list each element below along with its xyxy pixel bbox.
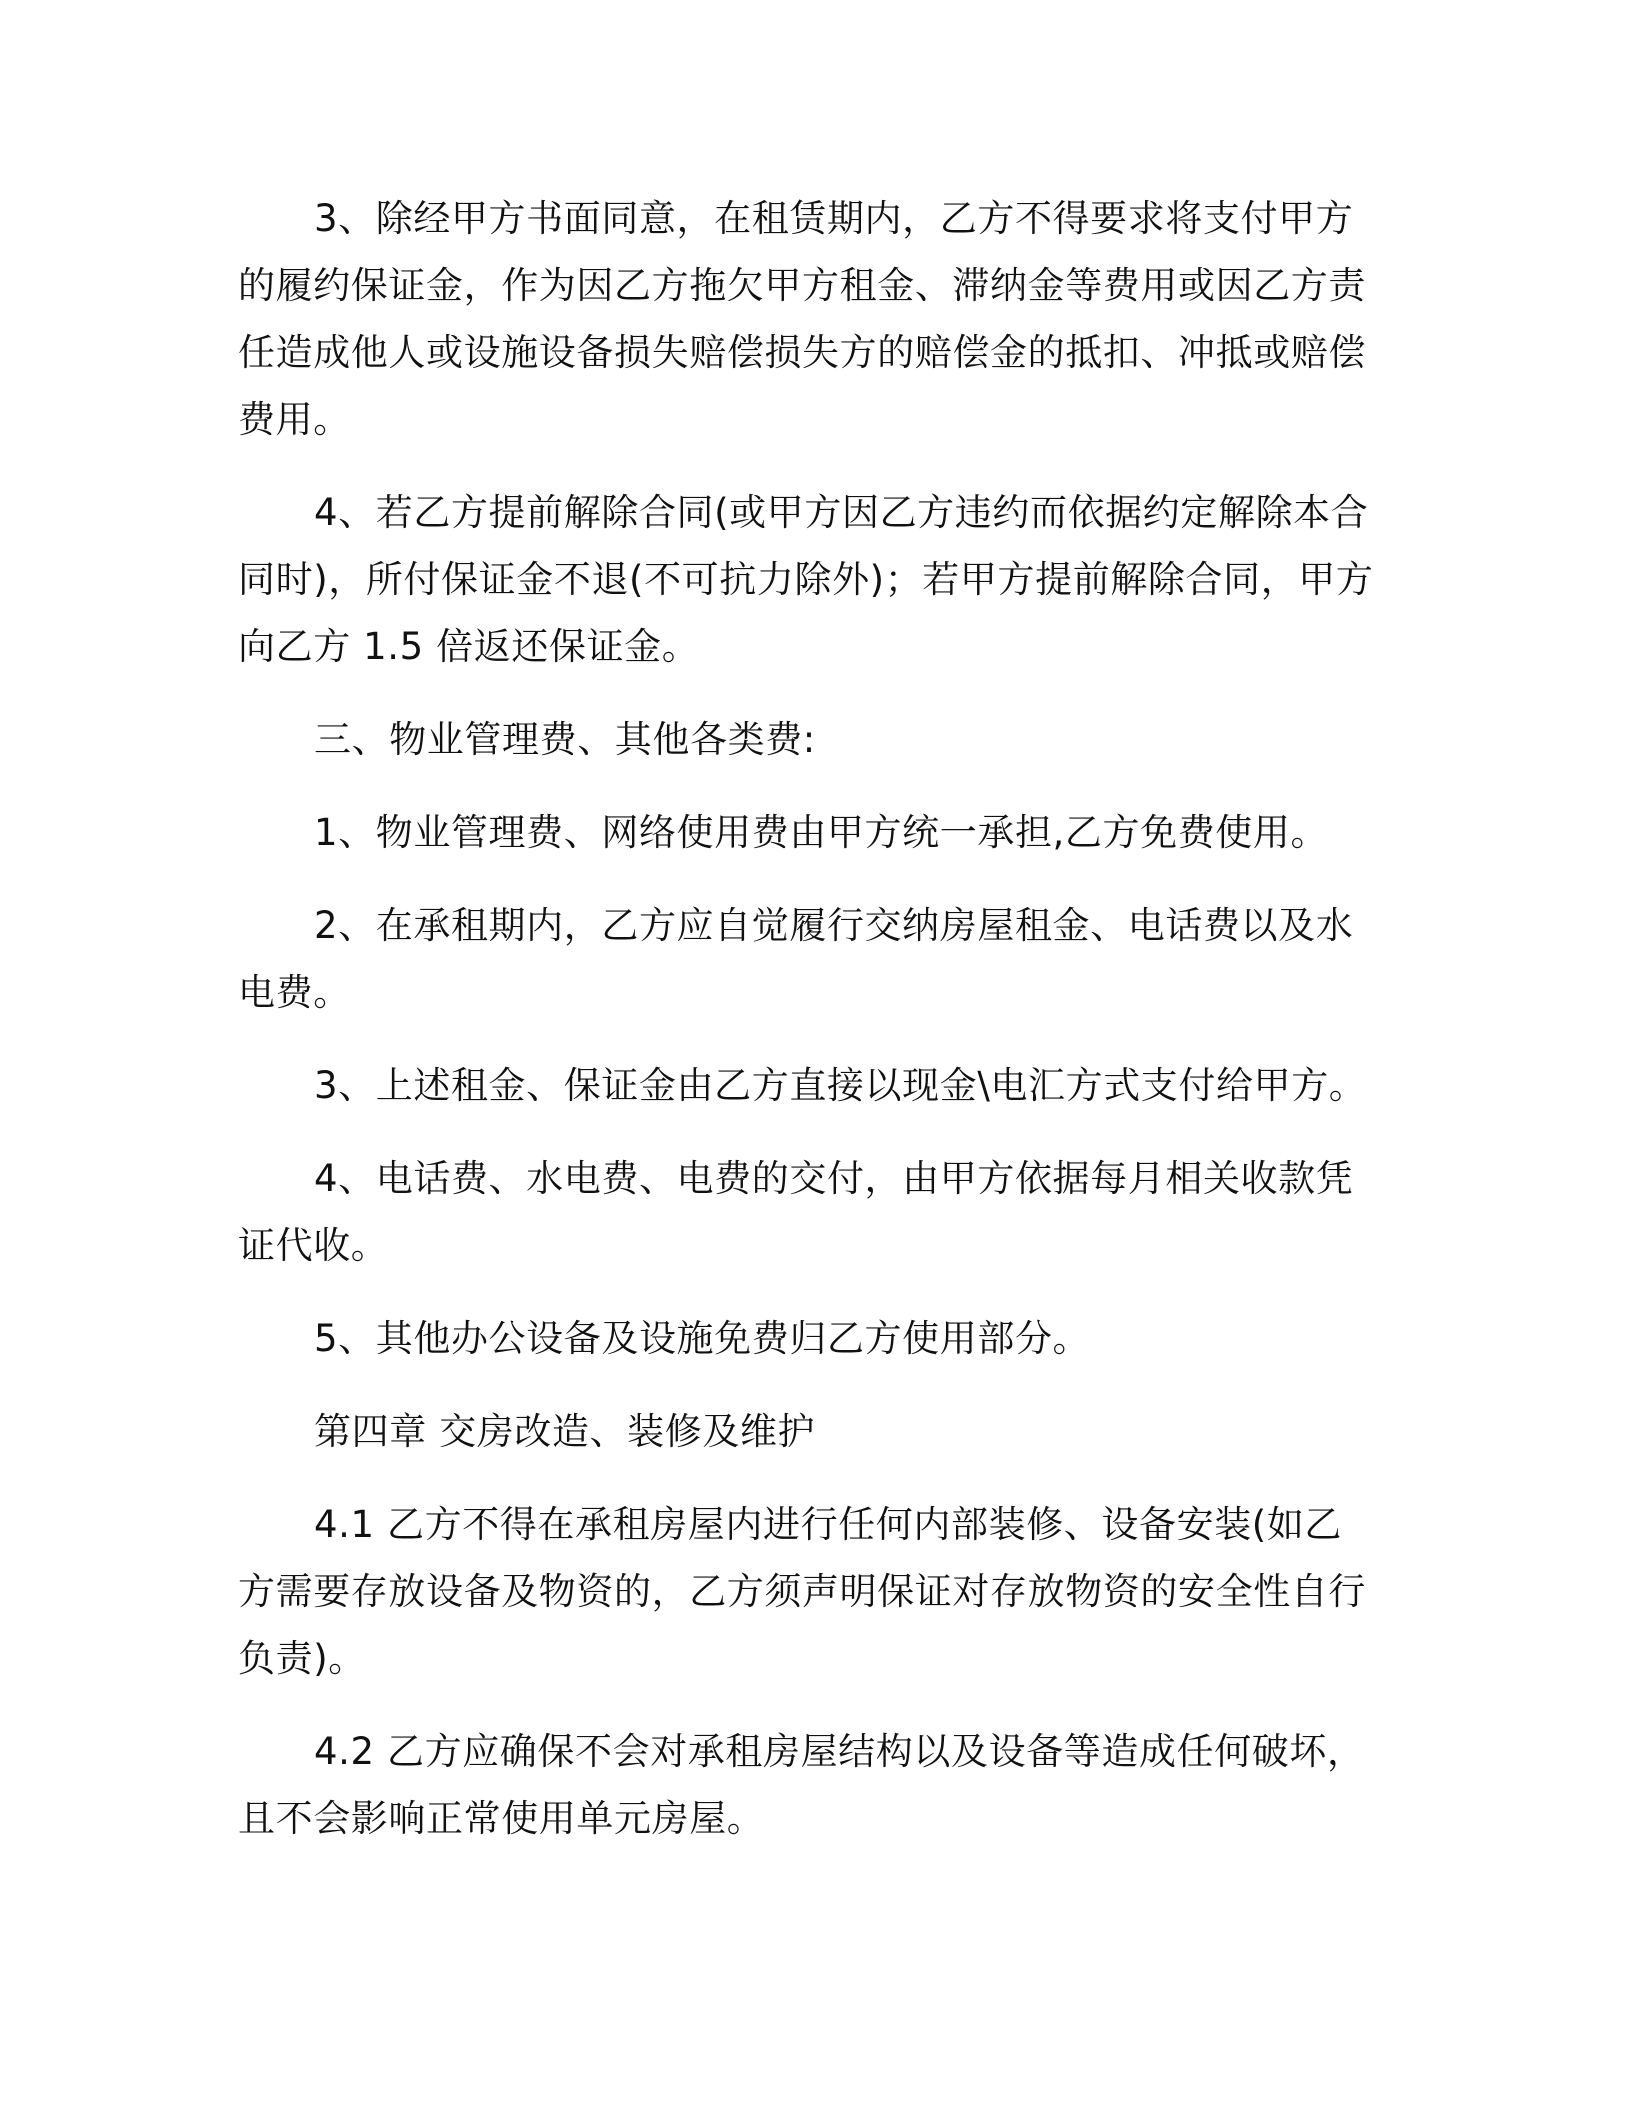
document-body <box>238 185 1378 1878</box>
section-heading-fees: 三、物业管理费、其他各类费: <box>314 718 816 761</box>
paragraph-payment-method: 3、上述租金、保证金由乙方直接以现金\电汇方式支付给甲方。 <box>314 1064 1367 1107</box>
paragraph-deposit-offset: 3、除经甲方书面同意，在租赁期内，乙方不得要求将支付甲方的履约保证金，作为因乙方拖欠甲方租金、滞纳金等费用或因乙方责任造成他人或设施设备损失赔偿损失方的赔偿金的抵扣、冲抵或赔偿费用。 <box>238 197 1366 441</box>
paragraph-clause-4-2: 4.2 乙方应确保不会对承租房屋结构以及设备等造成任何破坏，且不会影响正常使用单元房屋。 <box>238 1730 1365 1840</box>
paragraph-office-equipment: 5、其他办公设备及设施免费归乙方使用部分。 <box>314 1317 1091 1360</box>
paragraph-property-fee: 1、物业管理费、网络使用费由甲方统一承担,乙方免费使用。 <box>314 811 1329 854</box>
paragraph-fee-collection: 4、电话费、水电费、电费的交付，由甲方依据每月相关收款凭证代收。 <box>238 1157 1354 1267</box>
chapter-heading-renovation: 第四章 交房改造、装修及维护 <box>314 1410 816 1453</box>
paragraph-early-termination: 4、若乙方提前解除合同(或甲方因乙方违约而依据约定解除本合同时)，所付保证金不退(不可抗力除外)；若甲方提前解除合同，甲方向乙方 1.5 倍返还保证金。 <box>238 491 1374 668</box>
paragraph-utilities: 2、在承租期内，乙方应自觉履行交纳房屋租金、电话费以及水电费。 <box>238 904 1354 1014</box>
paragraph-clause-4-1: 4.1 乙方不得在承租房屋内进行任何内部装修、设备安装(如乙方需要存放设备及物资的，乙方须声明保证对存放物资的安全性自行负责)。 <box>238 1503 1366 1680</box>
